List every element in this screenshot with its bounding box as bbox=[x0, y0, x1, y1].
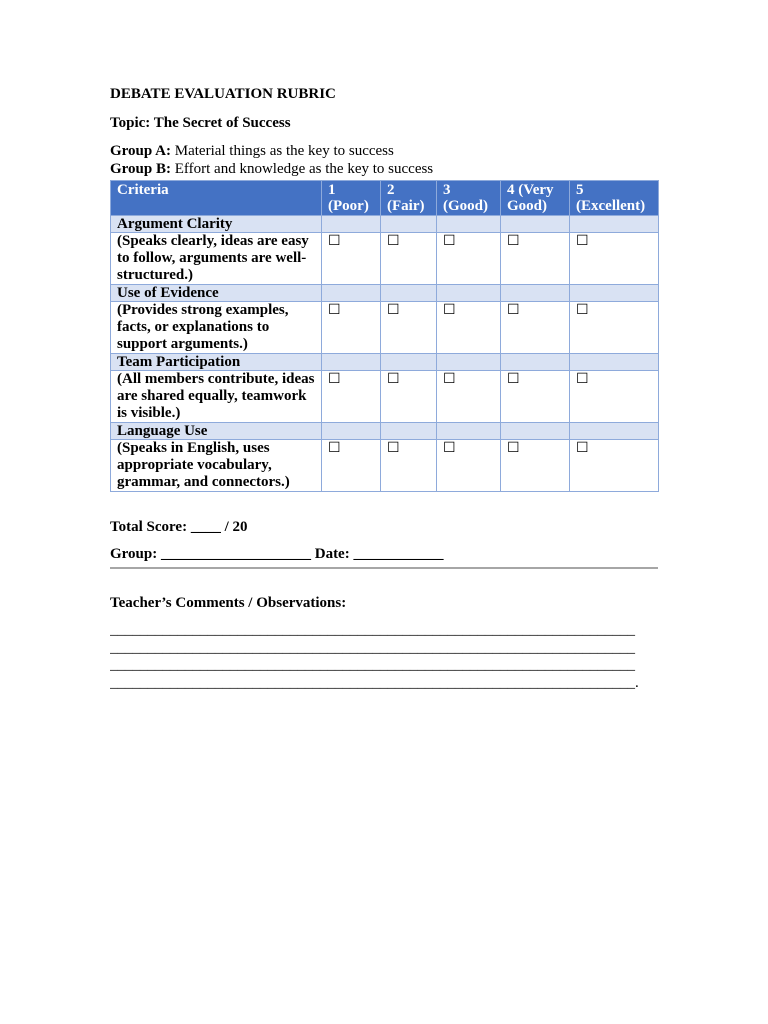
score-cell[interactable] bbox=[501, 440, 570, 492]
category-cell bbox=[501, 354, 570, 371]
category-cell bbox=[381, 285, 437, 302]
score-cell[interactable] bbox=[381, 302, 437, 354]
document-title: DEBATE EVALUATION RUBRIC bbox=[110, 86, 336, 102]
header-score-1-num: 1 bbox=[328, 182, 336, 198]
score-cell[interactable] bbox=[437, 440, 501, 492]
checkbox-icon[interactable]: ☐ bbox=[576, 302, 589, 318]
criteria-row bbox=[111, 233, 659, 285]
score-cell[interactable] bbox=[322, 302, 381, 354]
header-score-4-num: 4 (Very bbox=[507, 182, 554, 198]
rubric-table bbox=[110, 180, 659, 492]
category-cell bbox=[437, 216, 501, 233]
score-cell[interactable] bbox=[570, 302, 659, 354]
score-cell[interactable] bbox=[501, 302, 570, 354]
group-b-text: Effort and knowledge as the key to success bbox=[171, 161, 434, 177]
header-score-2-label: (Fair) bbox=[387, 198, 425, 214]
header-row bbox=[111, 181, 659, 216]
score-cell[interactable] bbox=[570, 371, 659, 423]
checkbox-icon[interactable]: ☐ bbox=[507, 371, 520, 387]
criteria-description: (All members contribute, ideas are shared equally, teamwork is visible.) bbox=[111, 371, 322, 423]
category-cell bbox=[322, 423, 381, 440]
group-b-line bbox=[110, 160, 658, 178]
criteria-row bbox=[111, 302, 659, 354]
comments-label: Teacher’s Comments / Observations: bbox=[110, 595, 347, 611]
header-score-3-num: 3 bbox=[443, 182, 451, 198]
checkbox-icon[interactable]: ☐ bbox=[328, 440, 341, 456]
category-row bbox=[111, 423, 659, 440]
category-cell bbox=[501, 423, 570, 440]
category-cell bbox=[501, 216, 570, 233]
score-cell[interactable] bbox=[570, 440, 659, 492]
category-cell bbox=[437, 423, 501, 440]
group-a-label: Group A: bbox=[110, 143, 171, 159]
criteria-row bbox=[111, 371, 659, 423]
checkbox-icon[interactable]: ☐ bbox=[387, 371, 400, 387]
score-cell[interactable] bbox=[501, 371, 570, 423]
category-label: Team Participation bbox=[111, 354, 322, 371]
checkbox-icon[interactable]: ☐ bbox=[387, 302, 400, 318]
category-cell bbox=[381, 354, 437, 371]
score-cell[interactable] bbox=[322, 233, 381, 285]
total-score-line: Total Score: ____ / 20 bbox=[110, 519, 248, 535]
category-cell bbox=[570, 423, 659, 440]
category-cell bbox=[322, 354, 381, 371]
comment-line: ______________________________________________________________________ bbox=[110, 622, 635, 638]
category-row bbox=[111, 354, 659, 371]
document-content bbox=[110, 85, 658, 692]
category-cell bbox=[381, 216, 437, 233]
score-cell[interactable] bbox=[381, 233, 437, 285]
checkbox-icon[interactable]: ☐ bbox=[387, 233, 400, 249]
category-cell bbox=[570, 354, 659, 371]
header-score-1 bbox=[322, 181, 381, 216]
checkbox-icon[interactable]: ☐ bbox=[328, 371, 341, 387]
header-score-5 bbox=[570, 181, 659, 216]
category-row bbox=[111, 216, 659, 233]
score-cell[interactable] bbox=[437, 233, 501, 285]
criteria-description: (Provides strong examples, facts, or explanations to support arguments.) bbox=[111, 302, 322, 354]
criteria-description: (Speaks clearly, ideas are easy to follow, arguments are well-structured.) bbox=[111, 233, 322, 285]
header-score-5-num: 5 bbox=[576, 182, 584, 198]
groups-block bbox=[110, 142, 658, 178]
category-cell bbox=[437, 354, 501, 371]
score-cell[interactable] bbox=[437, 302, 501, 354]
category-cell bbox=[437, 285, 501, 302]
header-criteria: Criteria bbox=[111, 181, 322, 216]
score-cell[interactable] bbox=[322, 371, 381, 423]
checkbox-icon[interactable]: ☐ bbox=[328, 233, 341, 249]
header-score-2 bbox=[381, 181, 437, 216]
group-date-line: Group: ____________________ Date: ____________ bbox=[110, 546, 444, 562]
comment-line: ______________________________________________________________________. bbox=[110, 674, 639, 691]
score-cell[interactable] bbox=[437, 371, 501, 423]
comment-lines bbox=[110, 622, 658, 692]
header-score-4-label: Good) bbox=[507, 198, 548, 214]
header-score-3 bbox=[437, 181, 501, 216]
category-label: Use of Evidence bbox=[111, 285, 322, 302]
header-score-2-num: 2 bbox=[387, 182, 395, 198]
category-cell bbox=[322, 285, 381, 302]
criteria-description: (Speaks in English, uses appropriate vocabulary, grammar, and connectors.) bbox=[111, 440, 322, 492]
score-cell[interactable] bbox=[570, 233, 659, 285]
score-cell[interactable] bbox=[501, 233, 570, 285]
score-cell[interactable] bbox=[381, 371, 437, 423]
topic-line: Topic: The Secret of Success bbox=[110, 115, 291, 131]
category-cell bbox=[322, 216, 381, 233]
header-score-3-label: (Good) bbox=[443, 198, 488, 214]
checkbox-icon[interactable]: ☐ bbox=[443, 302, 456, 318]
category-label: Language Use bbox=[111, 423, 322, 440]
category-cell bbox=[501, 285, 570, 302]
comment-line: ______________________________________________________________________ bbox=[110, 639, 635, 656]
group-a-line bbox=[110, 142, 658, 160]
group-b-label: Group B: bbox=[110, 161, 171, 177]
checkbox-icon[interactable]: ☐ bbox=[576, 233, 589, 249]
horizontal-rule bbox=[110, 567, 658, 569]
category-cell bbox=[381, 423, 437, 440]
comment-line: ______________________________________________________________________ bbox=[110, 657, 635, 673]
score-cell[interactable] bbox=[381, 440, 437, 492]
header-score-5-label: (Excellent) bbox=[576, 198, 646, 214]
checkbox-icon[interactable]: ☐ bbox=[507, 302, 520, 318]
checkbox-icon[interactable]: ☐ bbox=[507, 440, 520, 456]
header-score-4 bbox=[501, 181, 570, 216]
checkbox-icon[interactable]: ☐ bbox=[507, 233, 520, 249]
category-row bbox=[111, 285, 659, 302]
checkbox-icon[interactable]: ☐ bbox=[443, 233, 456, 249]
checkbox-icon[interactable]: ☐ bbox=[443, 371, 456, 387]
category-cell bbox=[570, 216, 659, 233]
category-label: Argument Clarity bbox=[111, 216, 322, 233]
criteria-row bbox=[111, 440, 659, 492]
category-cell bbox=[570, 285, 659, 302]
checkbox-icon[interactable]: ☐ bbox=[576, 440, 589, 456]
group-a-text: Material things as the key to success bbox=[171, 143, 394, 159]
checkbox-icon[interactable]: ☐ bbox=[576, 371, 589, 387]
checkbox-icon[interactable]: ☐ bbox=[328, 302, 341, 318]
header-score-1-label: (Poor) bbox=[328, 198, 369, 214]
checkbox-icon[interactable]: ☐ bbox=[387, 440, 400, 456]
checkbox-icon[interactable]: ☐ bbox=[443, 440, 456, 456]
score-cell[interactable] bbox=[322, 440, 381, 492]
